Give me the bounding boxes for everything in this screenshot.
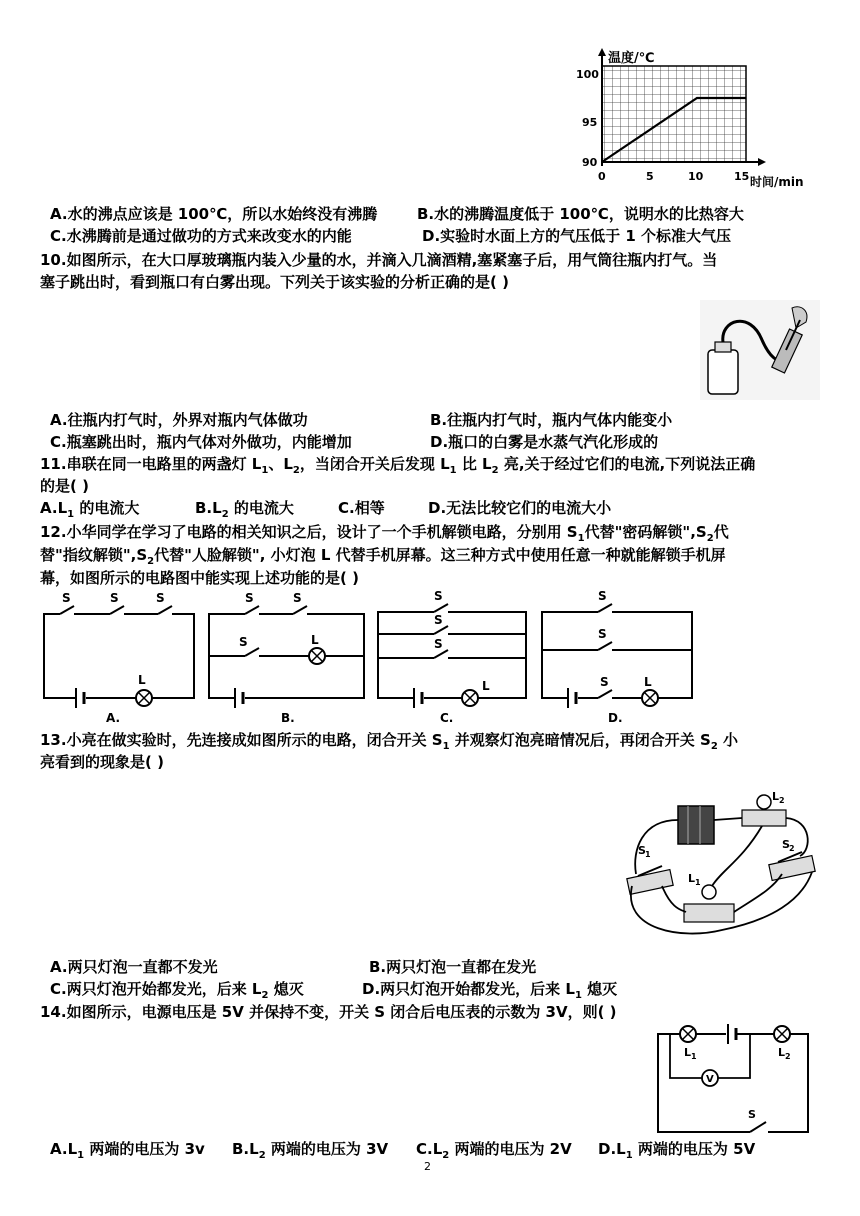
x-axis-label: 时间/min <box>750 175 804 189</box>
svg-text:L: L <box>684 1046 692 1059</box>
q14-stem-line1: 14.如图所示，电源电压是 5V 并保持不变，开关 S 闭合后电压表的示数为 3V，则( ) <box>40 1003 617 1021</box>
x-tick: 5 <box>646 170 654 183</box>
q9-option-a: A.水的沸点应该是 100℃，所以水始终没有沸腾 <box>50 205 378 223</box>
svg-text:S: S <box>782 838 790 851</box>
q9-option-d: D.实验时水面上方的气压低于 1 个标准大气压 <box>422 227 732 245</box>
svg-text:2: 2 <box>789 844 795 853</box>
svg-text:1: 1 <box>695 878 701 887</box>
q10-option-d: D.瓶口的白雾是水蒸气汽化形成的 <box>430 433 659 451</box>
q13-option-c: C.两只灯泡开始都发光，后来 $L_2$ 熄灭 <box>50 980 304 1001</box>
q11-option-c: C.相等 <box>338 499 385 517</box>
q14-option-c: $C.L_2$ 两端的电压为 2V <box>416 1140 572 1161</box>
svg-text:S: S <box>598 589 607 603</box>
svg-text:1: 1 <box>645 850 651 859</box>
svg-text:S: S <box>245 591 254 605</box>
q12-stem-line1: 12.小华同学在学习了电路的相关知识之后，设计了一个手机解锁电路，分别用 $S_1$代替"密码解锁"$,S_2$代 <box>40 523 729 544</box>
svg-text:S: S <box>638 844 646 857</box>
physical-circuit-figure <box>622 790 818 950</box>
circuit-diagram-a <box>40 590 200 725</box>
q11-option-d: D.无法比较它们的电流大小 <box>428 499 612 517</box>
svg-text:C.: C. <box>440 711 454 725</box>
svg-text:D.: D. <box>608 711 623 725</box>
svg-text:S: S <box>110 591 119 605</box>
svg-text:B.: B. <box>281 711 295 725</box>
q10-stem-line1: 10.如图所示，在大口厚玻璃瓶内装入少量的水，并滴入几滴酒精,塞紧塞子后，用气筒往瓶内打气。当 <box>40 251 718 269</box>
svg-text:S: S <box>434 589 443 603</box>
q14-option-b: $B.L_2$ 两端的电压为 3V <box>232 1140 389 1161</box>
q13-stem-line1: 13.小亮在做实验时，先连接成如图所示的电路，闭合开关 $S_1$ 并观察灯泡亮暗情况后，再闭合开关 $S_2$ 小 <box>40 731 739 752</box>
svg-text:S: S <box>239 635 248 649</box>
x-tick: 10 <box>688 170 704 183</box>
circuit-diagram-d <box>538 588 698 725</box>
circuit-diagram-c <box>374 588 534 725</box>
svg-text:L: L <box>138 673 146 687</box>
svg-text:A.: A. <box>106 711 121 725</box>
y-tick: 100 <box>576 68 599 81</box>
svg-text:L: L <box>482 679 490 693</box>
bottle-pump-figure <box>700 300 820 400</box>
svg-text:S: S <box>293 591 302 605</box>
circuit-diagram-b <box>205 590 370 725</box>
q11-stem-line1: 11.串联在同一电路里的两盏灯 $L_1$、$L_2$，当闭合开关后发现 $L_1$ 比 $L_2$ 亮,关于经过它们的电流,下列说法正确 <box>40 455 756 476</box>
q9-option-c: C.水沸腾前是通过做功的方式来改变水的内能 <box>50 227 352 245</box>
svg-text:2: 2 <box>785 1052 791 1061</box>
svg-text:S: S <box>156 591 165 605</box>
svg-text:L: L <box>772 790 780 803</box>
svg-text:L: L <box>778 1046 786 1059</box>
svg-text:2: 2 <box>779 796 785 805</box>
svg-text:L: L <box>688 872 696 885</box>
q13-stem-line2: 亮看到的现象是( ) <box>40 753 164 771</box>
q10-option-b: B.往瓶内打气时，瓶内气体内能变小 <box>430 411 673 429</box>
svg-text:L: L <box>311 633 319 647</box>
q12-stem-line2: 替"指纹解锁"$,S_2$代替"人脸解锁", 小灯泡 L 代替手机屏幕。这三种方式中使用任意一种就能解锁手机屏 <box>40 546 726 567</box>
q11-option-b: $B.L_2$ 的电流大 <box>195 499 294 520</box>
y-tick: 90 <box>582 156 598 169</box>
svg-text:S: S <box>62 591 71 605</box>
x-tick: 15 <box>734 170 750 183</box>
temperature-time-graph <box>572 46 822 196</box>
svg-text:S: S <box>434 613 443 627</box>
q13-option-b: B.两只灯泡一直都在发光 <box>369 958 537 976</box>
q13-option-d: D.两只灯泡开始都发光，后来 $L_1$ 熄灭 <box>362 980 618 1001</box>
q10-option-a: A.往瓶内打气时，外界对瓶内气体做功 <box>50 411 308 429</box>
q10-option-c: C.瓶塞跳出时，瓶内气体对外做功，内能增加 <box>50 433 352 451</box>
svg-text:S: S <box>434 637 443 651</box>
q14-option-a: $A.L_1$ 两端的电压为 3v <box>50 1140 205 1161</box>
svg-text:S: S <box>748 1108 756 1121</box>
svg-text:1: 1 <box>691 1052 697 1061</box>
q10-stem-line2: 塞子跳出时，看到瓶口有白雾出现。下列关于该实验的分析正确的是( ) <box>40 273 509 291</box>
y-tick: 95 <box>582 116 598 129</box>
voltmeter-circuit-figure <box>650 1022 820 1142</box>
q14-option-d: $D.L_1$ 两端的电压为 5V <box>598 1140 756 1161</box>
q12-stem-line3: 幕，如图所示的电路图中能实现上述功能的是( ) <box>40 569 359 587</box>
svg-text:V: V <box>706 1074 714 1085</box>
q13-option-a: A.两只灯泡一直都不发光 <box>50 958 218 976</box>
q11-stem-line2: 的是( ) <box>40 477 89 495</box>
svg-text:L: L <box>644 675 652 689</box>
y-axis-label: 温度/℃ <box>608 51 655 66</box>
q9-option-b: B.水的沸腾温度低于 100℃，说明水的比热容大 <box>417 205 744 223</box>
x-tick: 0 <box>598 170 606 183</box>
page-number: 2 <box>424 1160 431 1173</box>
q11-option-a: $A.L_1$ 的电流大 <box>40 499 140 520</box>
svg-text:S: S <box>598 627 607 641</box>
svg-text:S: S <box>600 675 609 689</box>
